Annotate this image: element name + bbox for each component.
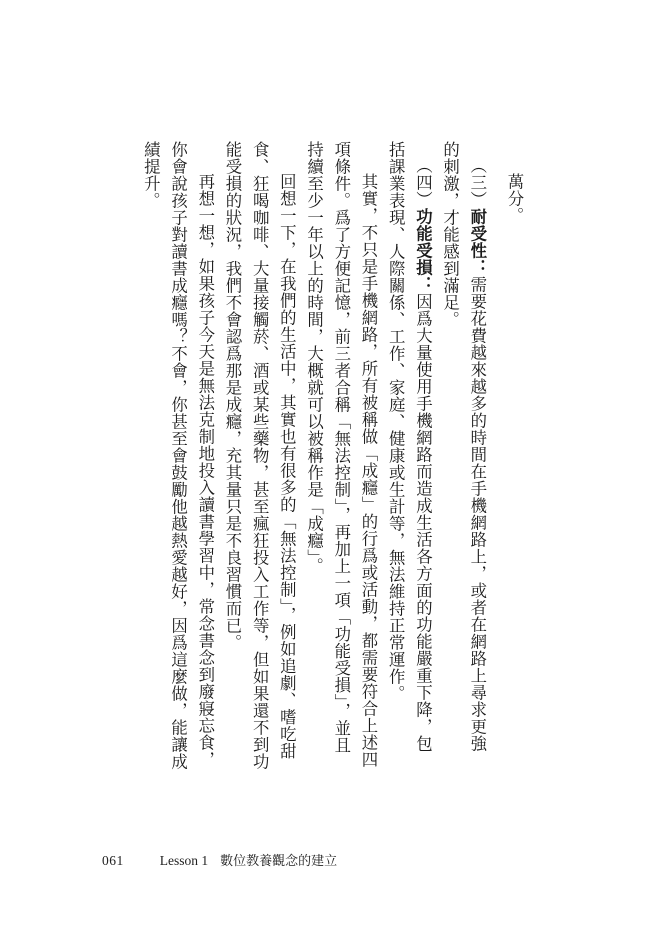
text-column: 回想一下，在我們的生活中，其實也有很多的「無法控制」，例如追劇、嗜吃甜 [277,173,297,760]
item-marker: （三） [467,157,487,208]
text-column: 能受損的狀況，我們不會認爲那是成癮，充其量只是不良習慣而已。 [222,141,242,651]
chapter-title: 數位教養觀念的建立 [220,854,338,869]
item-heading: 耐受性： [467,208,487,276]
text-column: 再想一想，如果孩子今天是無法克制地投入讀書學習中，常念書念到廢寢忘食， [195,173,215,768]
vertical-body-text [98,141,528,779]
text-column: 括課業表現、人際關係、工作、家庭、健康或生計等，無法維持正常運作。 [386,141,406,702]
text-column: 的刺激，才能感到滿足。 [440,141,460,328]
text-column: 績提升。 [141,141,161,209]
text-column [409,141,436,779]
text-column: 你會說孩子對讀書成癮嗎？不會，你甚至會鼓勵他越熱愛越好，因爲這麼做，能讓成 [168,141,188,770]
lesson-label: Lesson 1 [159,853,209,868]
text-column: 項條件。爲了方便記憶，前三者合稱「無法控制」，再加上一項「功能受損」，並且 [331,141,351,754]
item-heading: 功能受損： [413,208,433,293]
text-column [464,141,491,779]
item-marker: （四） [413,157,433,208]
item-text: 需要花費越來越多的時間在手機網路上，或者在網路上尋求更強 [467,276,487,752]
item-text: 因爲大量使用手機網路而造成生活各方面的功能嚴重下降，包 [413,293,433,752]
text-column: 其實，不只是手機網路，所有被稱做「成癮」的行爲或活動，都需要符合上述四 [358,173,378,768]
page-number: 061 [102,853,124,868]
text-column: 萬分。 [505,173,524,224]
page-footer [102,850,337,869]
text-column: 持續至少一年以上的時間，大概就可以被稱作是「成癮」。 [304,141,324,575]
text-column: 食、狂喝咖啡、大量接觸菸、酒或某些藥物，甚至瘋狂投入工作等，但如果還不到功 [250,141,270,770]
